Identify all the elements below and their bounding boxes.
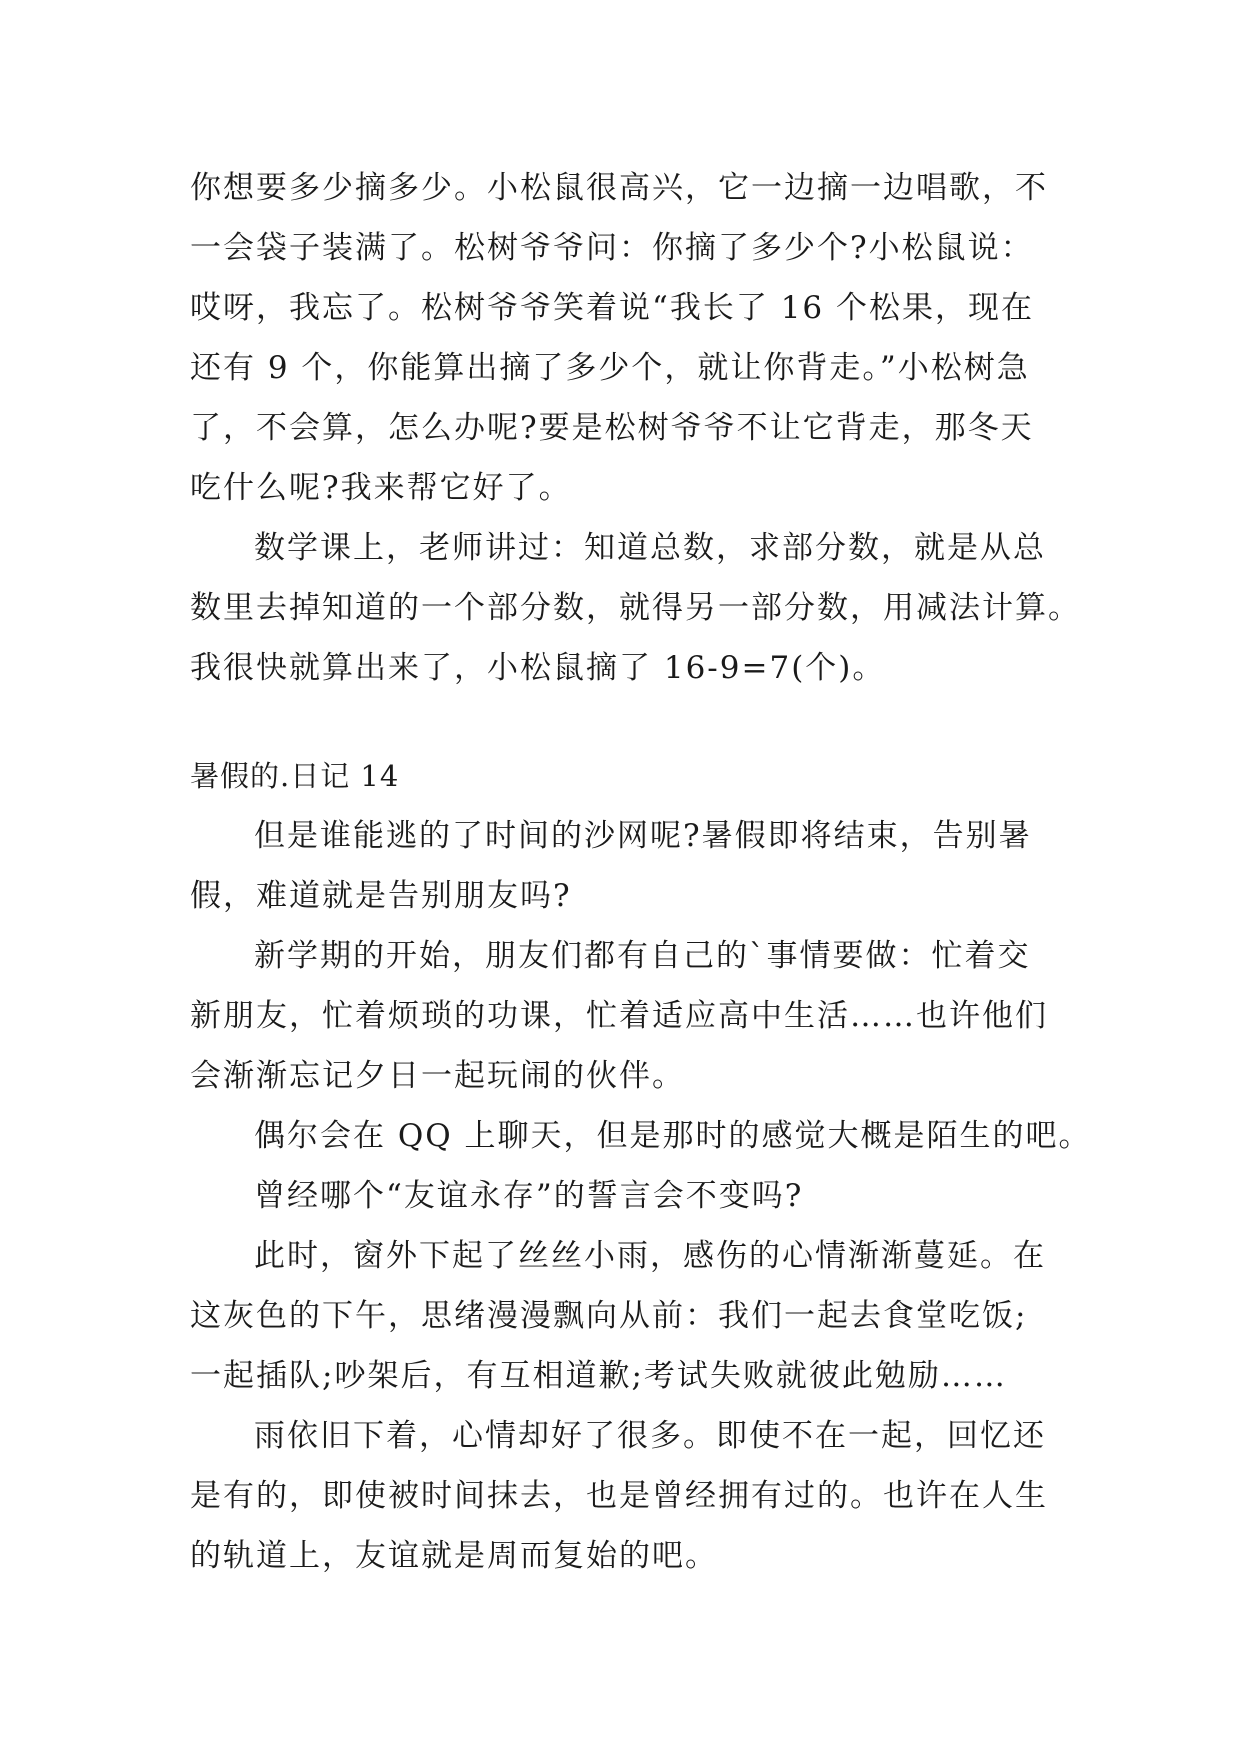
text-line: 是有的，即使被时间抹去，也是曾经拥有过的。也许在人生: [190, 1478, 1048, 1514]
text-line: 新朋友，忙着烦琐的功课，忙着适应高中生活……也许他们: [190, 998, 1048, 1034]
text-line: 一起插队;吵架后，有互相道歉;考试失败就彼此勉励……: [190, 1358, 1007, 1394]
document-body: [190, 158, 1092, 1586]
text-line: 了，不会算，怎么办呢?要是松树爷爷不让它背走，那冬天: [190, 410, 1034, 446]
diary-paragraph-4: [190, 1166, 1060, 1226]
text-line: 还有 9 个，你能算出摘了多少个，就让你背走。”小松树急: [190, 350, 1030, 386]
text-line: 的轨道上，友谊就是周而复始的吧。: [190, 1538, 718, 1574]
text-line: 这灰色的下午，思绪漫漫飘向从前：我们一起去食堂吃饭;: [190, 1298, 1028, 1334]
math-paragraph: [190, 518, 1081, 698]
diary-title: 暑假的.日记 14: [190, 759, 400, 793]
text-line: 雨依旧下着，心情却好了很多。即使不在一起，回忆还: [254, 1418, 1046, 1454]
text-line: 一会袋子装满了。松树爷爷问：你摘了多少个?小松鼠说：: [190, 230, 1034, 266]
section-gap: [190, 698, 1060, 746]
text-line: 会渐渐忘记夕日一起玩闹的伙伴。: [190, 1058, 685, 1094]
text-line: 哎呀，我忘了。松树爷爷笑着说“我长了 16 个松果，现在: [190, 290, 1034, 326]
text-line: 假，难道就是告别朋友吗?: [190, 878, 572, 914]
text-line: 我很快就算出来了，小松鼠摘了 16-9=7(个)。: [190, 650, 886, 686]
text-line: 偶尔会在 QQ 上聊天，但是那时的感觉大概是陌生的吧。: [254, 1118, 1092, 1154]
diary-paragraph-1: [190, 806, 1060, 926]
text-line: 吃什么呢?我来帮它好了。: [190, 470, 572, 506]
text-line: 数学课上，老师讲过：知道总数，求部分数，就是从总: [254, 530, 1046, 566]
text-line: 你想要多少摘多少。小松鼠很高兴，它一边摘一边唱歌，不: [190, 170, 1048, 206]
story-paragraph: [190, 158, 1060, 518]
diary-paragraph-5: [190, 1226, 1060, 1406]
diary-paragraph-6: [190, 1406, 1060, 1586]
text-line: 数里去掉知道的一个部分数，就得另一部分数，用减法计算。: [190, 590, 1081, 626]
diary-paragraph-3: [190, 1106, 1092, 1166]
text-line: 此时，窗外下起了丝丝小雨，感伤的心情渐渐蔓延。在: [254, 1238, 1046, 1274]
diary-paragraph-2: [190, 926, 1060, 1106]
text-line: 但是谁能逃的了时间的沙网呢?暑假即将结束，告别暑: [254, 818, 1032, 854]
text-line: 曾经哪个“友谊永存”的誓言会不变吗?: [254, 1178, 804, 1214]
text-line: 新学期的开始，朋友们都有自己的`事情要做：忙着交: [254, 938, 1031, 974]
